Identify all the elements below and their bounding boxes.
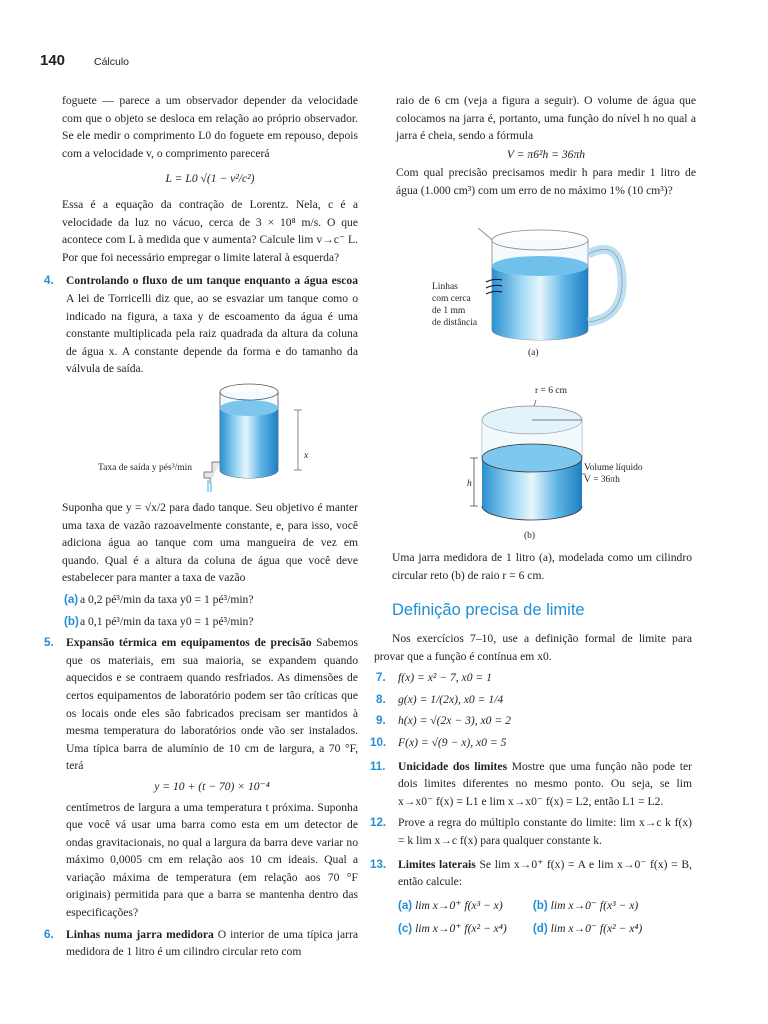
cylinder-radius-label: r = 6 cm xyxy=(535,386,568,396)
exercise-4a xyxy=(62,591,358,609)
tank-water xyxy=(220,408,278,478)
exercise-12-number: 12. xyxy=(370,816,387,830)
section-intro: Nos exercícios 7–10, use a definição formal de limite para provar que a função é contínua em x0. xyxy=(374,632,692,663)
exercise-13a-label: (a) xyxy=(398,898,413,912)
exercise-10-number: 10. xyxy=(370,735,387,749)
precision-question: Com qual precisão precisamos medir h para medir 1 litro de água (1.000 cm³) com um erro de no máximo 1% (10 cm³)? xyxy=(396,166,696,197)
jar-lines-label-3: de 1 mm xyxy=(432,306,466,316)
right-column xyxy=(396,92,696,200)
lorentz-equation: L = L0 √(1 − v²/c²) xyxy=(165,172,255,186)
exercise-13 xyxy=(370,856,693,938)
tank-figure xyxy=(96,380,326,492)
lorentz-followup: Essa é a equação da contração de Lorentz. Nela, c é a velocidade da luz no vácuo, cerca de 3 × 10⁸ m/s. O que acontece com L à medida que v aumenta? Calcule lim v→c⁻ L. Por que foi necessário empregar o limite lateral à esquerda? xyxy=(62,197,358,264)
exercise-4b-text: a 0,1 pé³/min da taxa y0 = 1 pé³/min? xyxy=(80,614,254,628)
tank-flow-label: Taxa de saída y pés³/min xyxy=(98,463,192,473)
running-title: Cálculo xyxy=(94,56,130,68)
exercise-5 xyxy=(44,634,359,922)
left-column xyxy=(44,92,358,378)
jar-lines-label-2: com cerca xyxy=(432,294,471,304)
exercise-4b-label: (b) xyxy=(64,614,79,628)
exercise-13d-label: (d) xyxy=(532,922,548,936)
exercise-4-followup: Suponha que y = √x/2 para dado tanque. Seu objetivo é manter uma taxa de vazão razoavelmente constante, e, para isso, você adiciona água ao tanque com uma mangueira de vez em quando. Qual é a altura da coluna de água que você deve estabelecer para manter a taxa de vazão xyxy=(62,501,358,585)
exercise-13d-text: lim x→0⁻ f(x² − x⁴) xyxy=(550,922,643,936)
exercise-12-text: Prove a regra do múltiplo constante do limite: lim x→c k f(x) = k lim x→c f(x) para qualquer constante k. xyxy=(398,816,692,847)
exercise-6 xyxy=(44,926,358,961)
jar-figure-a xyxy=(430,218,650,360)
exercise-6-title: Linhas numa jarra medidora xyxy=(66,927,214,941)
exercise-4a-text: a 0,2 pé³/min da taxa y0 = 1 pé³/min? xyxy=(80,592,254,606)
exercise-11-title: Unicidade dos limites xyxy=(398,759,508,773)
cylinder-volume-label-1: Volume líquido xyxy=(584,463,643,473)
exercise-10 xyxy=(370,734,692,752)
exercise-13a-text: lim x→0⁺ f(x³ − x) xyxy=(415,898,503,912)
exercise-8-number: 8. xyxy=(376,692,386,706)
page-number: 140 xyxy=(40,52,66,69)
exercise-4b xyxy=(62,613,358,631)
exercise-9 xyxy=(376,712,692,730)
cylinder-figure-b xyxy=(440,378,680,544)
jar-a-caption: (a) xyxy=(528,348,539,358)
exercise-13-title: Limites laterais xyxy=(398,857,476,871)
exercise-13c-text: lim x→0⁺ f(x² − x⁴) xyxy=(415,922,507,936)
exercise-13b xyxy=(533,897,665,915)
volume-equation: V = π6²h = 36πh xyxy=(506,147,586,161)
jar-water xyxy=(492,266,588,340)
cylinder-h-label: h xyxy=(467,479,472,489)
exercise-6-text: O interior de uma típica jarra medidora de 1 litro é um cilindro circular reto com xyxy=(66,927,358,959)
exercise-9-number: 9. xyxy=(376,714,386,728)
right-column-lower xyxy=(370,630,693,938)
figure-caption-block xyxy=(392,549,692,584)
exercise-11-number: 11. xyxy=(370,759,386,773)
exercise-13b-label: (b) xyxy=(532,898,548,912)
exercise-9-text: h(x) = √(2x − 3), x0 = 2 xyxy=(398,714,511,728)
exercise-5-followup: centímetros de largura a uma temperatura t próxima. Suponha que você vá usar uma barra como esta em um detector de ondas gravitacionais, no qual a largura da barra deve variar no máximo 0,0005 cm em relação aos 10 cm ideais. Qual a variação máxima de temperatura (em relação aos 70 °F originais) permitida para que a barra se mantenha dentro das especificações? xyxy=(66,800,358,920)
exercise-13a xyxy=(398,897,530,915)
exercise-13-number: 13. xyxy=(370,857,387,871)
cylinder-volume-label-2: V = 36πh xyxy=(584,475,620,485)
exercise-13c xyxy=(398,920,530,938)
exercise-6-number: 6. xyxy=(44,927,54,941)
tank-x-label: x xyxy=(304,451,309,461)
exercise-5-title: Expansão térmica em equipamentos de precisão xyxy=(66,636,312,650)
exercise-7 xyxy=(376,669,692,687)
exercise-10-text: F(x) = √(9 − x), x0 = 5 xyxy=(398,735,507,749)
jar-lines-label-1: Linhas xyxy=(432,282,458,292)
exercise-8-text: g(x) = 1/(2x), x0 = 1/4 xyxy=(398,692,504,706)
exercise-5-text: Sabemos que os materiais, em sua maioria, se expandem quando aquecidos e se contraem quando resfriados. As dimensões de certos equipamentos de laboratório podem ser tão críticas que os locais onde eles são fabricados precisam ser mantidos à mesma temperatura do laboratórios onde vão ser instalados. Uma típica barra de alumínio de 10 cm de largura, a 70 °F, terá xyxy=(66,636,359,773)
exercise-4-title: Controlando o fluxo de um tanque enquanto a água escoa xyxy=(66,274,358,288)
section-title: Definição precisa de limite xyxy=(392,601,585,619)
exercise-7-text: f(x) = x² − 7, x0 = 1 xyxy=(398,671,492,685)
exercise-5-number: 5. xyxy=(44,636,54,650)
intro-paragraph: foguete — parece a um observador depender da velocidade com que o objeto se desloca em relação ao próprio observador. Se ele medir o comprimento L0 do foguete em repouso, depois com a velocidade v, o comprimento parecerá xyxy=(62,94,358,160)
exercise-11 xyxy=(370,758,692,811)
exercise-13d xyxy=(533,920,665,938)
exercise-7-number: 7. xyxy=(376,671,386,685)
jar-lines-label-4: de distância xyxy=(432,318,478,328)
figure-caption: Uma jarra medidora de 1 litro (a), modelada como um cilindro circular reto (b) de raio r = 6 cm. xyxy=(392,551,692,582)
left-column-lower xyxy=(44,499,359,961)
exercise-11-text: Mostre que uma função não pode ter dois limites diferentes no mesmo ponto. Ou seja, se lim x→x0⁻ f(x) = L1 e lim x→x0⁻ f(x) = L2, então L1 = L2. xyxy=(398,759,692,808)
exercise-13c-label: (c) xyxy=(398,922,413,936)
exercise-13b-text: lim x→0⁻ f(x³ − x) xyxy=(550,898,639,912)
exercise-12 xyxy=(370,814,692,849)
cylinder-b-caption: (b) xyxy=(524,531,536,541)
exercise-8 xyxy=(376,691,692,709)
exercise-4a-label: (a) xyxy=(64,592,79,606)
exercise-4-text: A lei de Torricelli diz que, ao se esvaziar um tanque como o indicado na figura, a taxa y de escoamento da água é uma constante multiplicada pela raiz quadrada da altura da coluna de água x. A constante depende da forma e do tamanho da válvula de saída. xyxy=(66,291,358,376)
exercise-5-equation: y = 10 + (t − 70) × 10⁻⁴ xyxy=(154,779,270,793)
exercise-4 xyxy=(44,272,358,378)
exercise-13-text: Se lim x→0⁺ f(x) = A e lim x→0⁻ f(x) = B, então calcule: xyxy=(398,857,693,889)
exercise-4-number: 4. xyxy=(44,274,54,288)
exercise-6-continued: raio de 6 cm (veja a figura a seguir). O volume de água que colocamos na jarra é, portanto, uma função do nível h no qual a jarra é cheia, sendo a fórmula xyxy=(396,94,696,143)
